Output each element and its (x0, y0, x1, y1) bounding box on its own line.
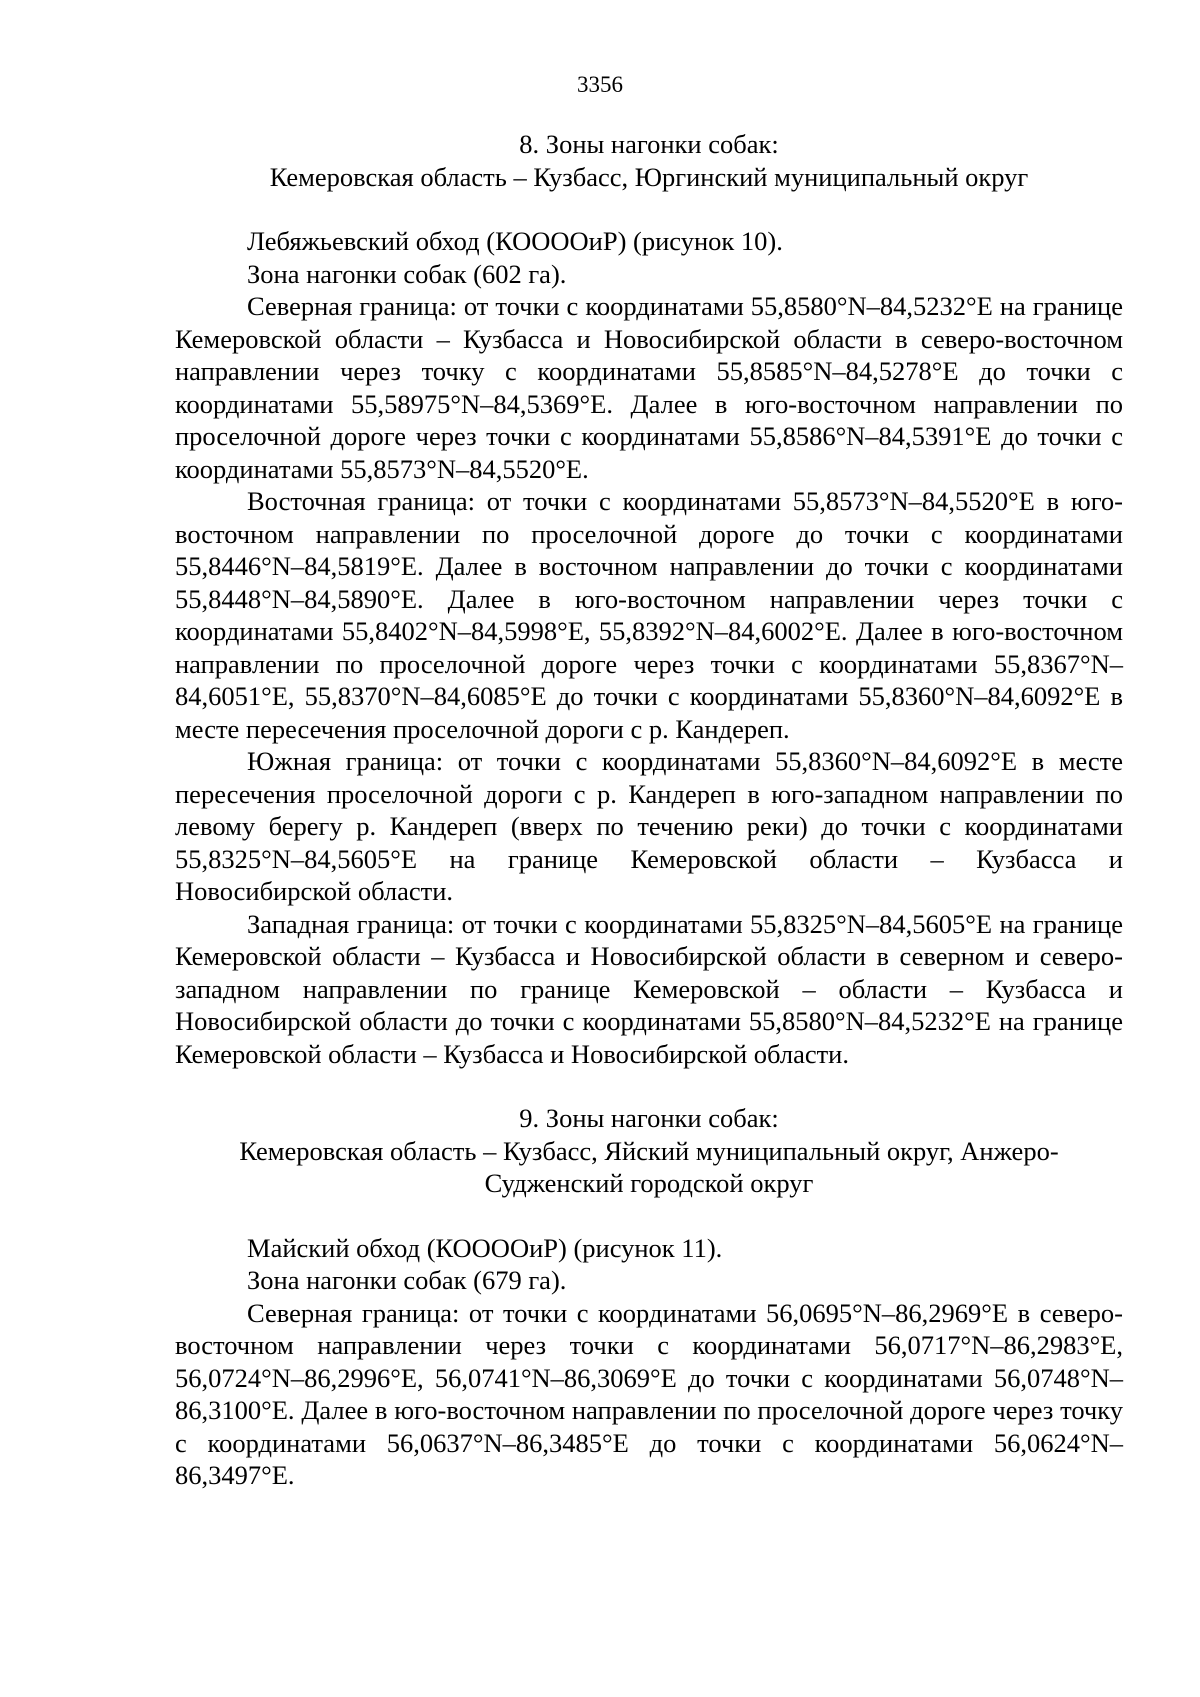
zone-area-size: Зона нагонки собак (679 га). (247, 1265, 567, 1295)
section-heading-line: 8. Зоны нагонки собак: (519, 129, 779, 159)
patrol-area-name: Лебяжьевский обход (КООООиР) (рисунок 10). (247, 226, 783, 256)
west-border-paragraph: Западная граница: от точки с координатами 55,8325°N–84,5605°E на границе Кемеровской области – Кузбасса и Новосибирской области в северном и северо-западном направлении по границе Кемеровской – области – Кузбасса и Новосибирской области до точки с координатами 55,8580°N–84,5232°E на границе Кемеровской области – Кузбасса и Новосибирской области. (175, 908, 1123, 1069)
zone-area-size: Зона нагонки собак (602 га). (247, 258, 567, 289)
patrol-area-name: Майский обход (КООООиР) (рисунок 11). (247, 1232, 723, 1263)
page-number: 3356 (577, 72, 623, 97)
north-border-paragraph: Северная граница: от точки с координатами 55,8580°N–84,5232°E на границе Кемеровской области – Кузбасса и Новосибирской области в северо-восточном направлении через точку с координатами 55,8585°N–84,5278°E до точки с координатами 55,58975°N–84,5369°E. Далее в юго-восточном направлении по проселочной дороге через точки с координатами 55,8586°N–84,5391°E до точки с координатами 55,8573°N–84,5520°E. (175, 291, 1123, 484)
north-border-paragraph: Северная граница: от точки с координатами 56,0695°N–86,2969°E в северо-восточном направлении через точки с координатами 56,0717°N–86,2983°E, 56,0724°N–86,2996°E, 56,0741°N–86,3069°E до точки с координатами 56,0748°N–86,3100°E. Далее в юго-восточном направлении по проселочной дороге через точку с координатами 56,0637°N–86,3485°E до точки с координатами 56,0624°N–86,3497°E. (175, 1297, 1123, 1490)
section-heading-line: Судженский городской округ (484, 1168, 814, 1198)
section-heading-line: Кемеровская область – Кузбасс, Яйский муниципальный округ, Анжеро- (239, 1135, 1059, 1166)
section-heading (175, 128, 1123, 193)
east-border-paragraph: Восточная граница: от точки с координатами 55,8573°N–84,5520°E в юго-восточном направлении по проселочной дороге до точки с координатами 55,8446°N–84,5819°E. Далее в восточном направлении до точки с координатами 55,8448°N–84,5890°E. Далее в юго-восточном направлении через точки с координатами 55,8402°N–84,5998°E, 55,8392°N–84,6002°E. Далее в юго-восточном направлении по проселочной дороге через точки с координатами 55,8367°N–84,6051°E, 55,8370°N–84,6085°E до точки с координатами 55,8360°N–84,6092°E в месте пересечения проселочной дороги с р. Кандереп. (175, 486, 1123, 744)
section-heading-line: 9. Зоны нагонки собак: (519, 1103, 779, 1133)
document-body (175, 128, 1123, 1492)
section-9 (175, 1102, 1123, 1492)
south-border-paragraph: Южная граница: от точки с координатами 55,8360°N–84,6092°E в месте пересечения проселочной дороги с р. Кандереп в юго-западном направлении по левому берегу р. Кандереп (вверх по течению реки) до точки с координатами 55,8325°N–84,5605°E на границе Кемеровской области – Кузбасса и Новосибирской области. (175, 746, 1123, 906)
section-8 (175, 128, 1123, 1070)
section-heading (175, 1102, 1123, 1200)
section-heading-line: Кемеровская область – Кузбасс, Юргинский муниципальный округ (269, 161, 1029, 192)
